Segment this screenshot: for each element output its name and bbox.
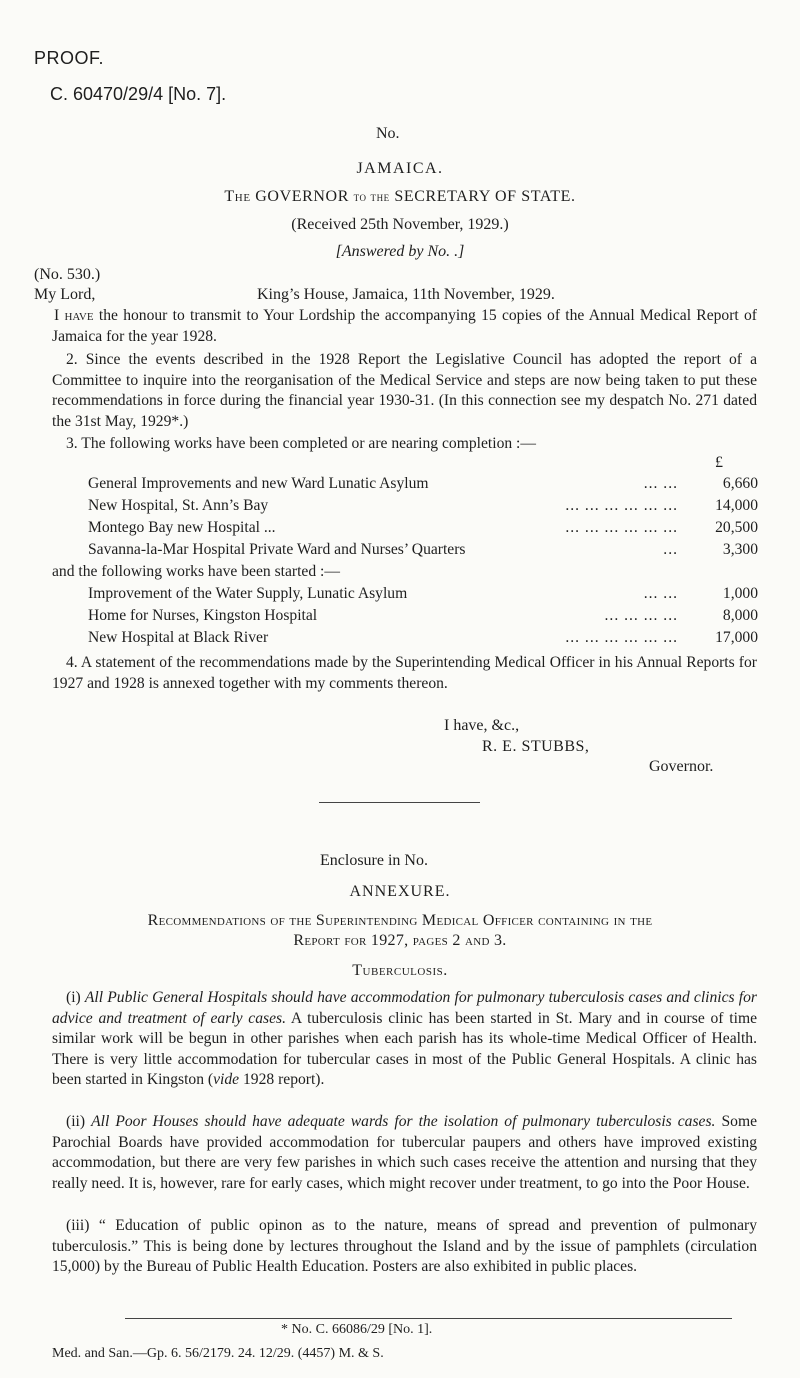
paragraph-4	[52, 653, 757, 694]
paragraph-3	[52, 434, 757, 455]
works-amount: 14,000	[715, 497, 758, 514]
item-i-comment-end: 1928 report).	[239, 1071, 325, 1089]
works-amount: 3,300	[722, 541, 758, 558]
item-ii-number: (ii)	[66, 1113, 92, 1130]
works-label: General Improvements and new Ward Lunatic Asylum	[88, 475, 429, 492]
item-iii	[52, 1216, 757, 1278]
works-label: Montego Bay new Hospital ...	[88, 519, 276, 536]
leader-dots: ... ... ... ... ... ...	[565, 519, 678, 536]
subject-heading	[0, 188, 800, 206]
para2-text: 2. Since the events described in the 1928 Report the Legislative Council has adopted the report of a Committee to inquire into the reorganisation of the Medical Service and steps are now being taken to put these recommendations in force during the financial year 1930-31. (In this connection see my despatch No. 271 dated the 31st May, 1929*.)	[52, 351, 757, 430]
letter-number: (No. 530.)	[34, 266, 101, 283]
item-ii	[52, 1112, 757, 1194]
item-i	[52, 988, 757, 1091]
footnote-rule	[125, 1318, 732, 1319]
despatch-number-label: No.	[376, 125, 400, 142]
works-amount: 8,000	[722, 607, 758, 624]
works-label: Home for Nurses, Kingston Hospital	[88, 607, 318, 624]
paragraph-2	[52, 350, 757, 432]
works-label: New Hospital, St. Ann’s Bay	[88, 497, 269, 514]
received-date: (Received 25th November, 1929.)	[291, 216, 509, 233]
item-i-recommendation: All Public General Hospitals should have accommodation for pulmonary tuberculosis cases and clinics for advice and treatment of early cases.	[52, 989, 757, 1027]
answered-note: [Answered by No. .]	[335, 243, 465, 260]
printer-imprint: Med. and San.—Gp. 6. 56/2179. 24. 12/29. (4457) M. & S.	[52, 1346, 384, 1361]
item-i-number: (i)	[66, 989, 85, 1006]
works-amount: 17,000	[715, 629, 758, 646]
subject-governor: GOVERNOR	[255, 188, 349, 205]
para4-text: 4. A statement of the recommendations made by the Superintending Medical Officer in his Annual Reports for 1927 and 1928 is annexed together with my comments thereon.	[52, 654, 757, 692]
para3-text: 3. The following works have been completed or are nearing completion :—	[66, 435, 536, 452]
leader-dots: ... ... ... ... ... ...	[565, 497, 678, 514]
country-heading: JAMAICA.	[356, 160, 444, 177]
works-row	[88, 607, 758, 629]
paragraph-1	[52, 306, 757, 347]
works-label: Savanna-la-Mar Hospital Private Ward and Nurses’ Quarters	[88, 541, 466, 558]
item-ii-comment: Some Parochial Boards have provided accommodation for tubercular paupers and others have improved existing accommodation, but there are very few parishes in which such cases receive the attention and nursing that they really need. It is, however, rare for early cases, which might recover under treatment, to go into the Poor House.	[52, 1113, 757, 1192]
proof-label: PROOF.	[34, 48, 105, 68]
item-ii-recommendation: All Poor Houses should have adequate wards for the isolation of pulmonary tuberculosis cases.	[91, 1113, 716, 1130]
enclosure-line: Enclosure in No.	[320, 852, 428, 869]
para1-lead: I have	[54, 307, 94, 324]
section-heading: Tuberculosis.	[352, 962, 448, 979]
leader-dots: ... ... ... ... ... ...	[565, 629, 678, 646]
leader-dots: ... ...	[643, 475, 678, 492]
started-works-intro: and the following works have been started :—	[52, 563, 340, 580]
item-i-vide: vide	[213, 1071, 240, 1089]
works-row	[88, 497, 758, 519]
signatory-title: Governor.	[649, 758, 714, 775]
item-iii-text: (iii) “ Education of public opinon as to the nature, means of spread and prevention of pulmonary tuberculosis.” This is being done by lectures throughout the Island and by the issue of pamphlets (circulation 15,000) by the Bureau of Public Health Education. Posters are also exhibited in public places.	[52, 1217, 757, 1276]
works-amount: 6,660	[722, 475, 758, 492]
subject-to-the: to the	[353, 189, 390, 204]
leader-dots: ... ... ... ...	[604, 607, 678, 624]
place-date: King’s House, Jamaica, 11th November, 1929.	[257, 286, 555, 303]
leader-dots: ...	[663, 541, 678, 558]
leader-dots: ... ...	[643, 585, 678, 602]
works-row	[88, 519, 758, 541]
works-amount: 1,000	[722, 585, 758, 602]
works-row	[88, 585, 758, 607]
item-i-comment: A tuberculosis clinic has been started in St. Mary and in course of time similar work will be begun in other parishes when each parish has its whole-time Medical Officer of Health. There is very little accommodation for tubercular cases in most of the Public General Hospitals. A clinic has been started in Kingston (	[52, 1009, 757, 1089]
recommendations-heading-line2: Report for 1927, pages 2 and 3.	[293, 932, 507, 949]
subject-pre: The	[224, 188, 251, 205]
footnote: * No. C. 66086/29 [No. 1].	[281, 1322, 433, 1337]
works-row	[88, 629, 758, 651]
works-amount: 20,500	[715, 519, 758, 536]
closing: I have, &c.,	[444, 717, 520, 734]
section-divider	[319, 802, 480, 803]
works-row	[88, 475, 758, 497]
subject-secretary: SECRETARY OF STATE.	[394, 188, 576, 205]
works-row	[88, 541, 758, 563]
salutation: My Lord,	[34, 286, 96, 303]
para1-text: the honour to transmit to Your Lordship the accompanying 15 copies of the Annual Medical Report of Jamaica for the year 1928.	[52, 307, 757, 345]
signature: R. E. STUBBS,	[482, 738, 590, 755]
annexure-heading: ANNEXURE.	[349, 883, 451, 900]
recommendations-heading-line1: Recommendations of the Superintending Medical Officer containing in the	[147, 912, 653, 929]
works-label: New Hospital at Black River	[88, 629, 269, 646]
currency-symbol: £	[715, 454, 723, 471]
file-reference: C. 60470/29/4 [No. 7].	[50, 84, 227, 104]
works-label: Improvement of the Water Supply, Lunatic Asylum	[88, 585, 408, 602]
